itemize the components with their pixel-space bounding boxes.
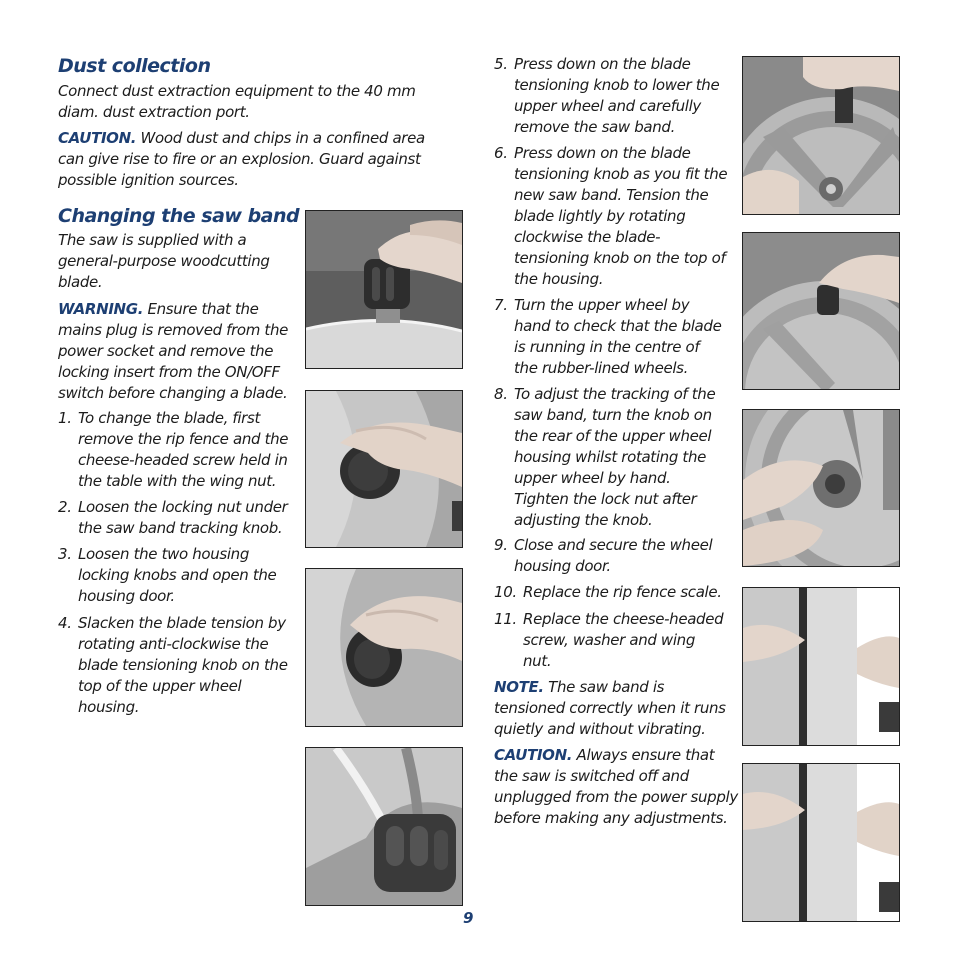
dust-collection-text: Connect dust extraction equipment to the 40 mm diam. dust extraction port.	[58, 82, 416, 121]
step-7: 7. Turn the upper wheel by hand to check that the blade is running in the centre of the rubber-lined wheels.	[494, 296, 722, 377]
step-11: 11. Replace the cheese-headed screw, washer and wing nut.	[494, 610, 724, 670]
warning-text: WARNING. Ensure that the mains plug is removed from the power socket and remove the locking insert from the ON/OFF switch before changing a blade.	[58, 300, 288, 402]
note-label: NOTE.	[494, 678, 544, 696]
photo-tracking-adjust	[742, 409, 900, 567]
photo-turn-wheel-2	[742, 763, 900, 922]
step-5: 5. Press down on the blade tensioning knob to lower the upper wheel and carefully remove the saw band.	[494, 55, 720, 136]
photo-housing-knob-hand	[305, 568, 463, 727]
caution-text: CAUTION. Always ensure that the saw is switched off and unplugged from the power supply before making any adjustments.	[494, 746, 738, 827]
photo-turn-wheel-1	[742, 587, 900, 746]
dust-caution-text: CAUTION. Wood dust and chips in a confined area can give rise to fire or an explosion. Guard against possible ignition sources.	[58, 129, 425, 189]
photo-tracking-knob-hand	[305, 390, 463, 548]
step-10: 10. Replace the rip fence scale.	[494, 583, 722, 601]
caution2-label: CAUTION.	[494, 746, 573, 764]
step-3: 3. Loosen the two housing locking knobs and open the housing door.	[58, 545, 277, 605]
photo-press-tension-knob	[742, 56, 900, 215]
step-8: 8. To adjust the tracking of the saw band, turn the knob on the rear of the upper wheel housing whilst rotating the upper wheel by hand. Tighten the lock nut after adjusting the knob.	[494, 385, 716, 529]
changing-intro-text: The saw is supplied with a general-purpose woodcutting blade.	[58, 231, 270, 291]
note-text: NOTE. The saw band is tensioned correctly when it runs quietly and without vibrating.	[494, 678, 726, 738]
step-9: 9. Close and secure the wheel housing door.	[494, 536, 713, 575]
photo-tensioning-knob-hand	[305, 210, 463, 369]
caution-label: CAUTION.	[58, 129, 137, 147]
step-6: 6. Press down on the blade tensioning knob as you fit the new saw band. Tension the blade lightly by rotating clockwise the blade-tensioning knob on the top of the housing.	[494, 144, 728, 288]
photo-tension-blade	[742, 232, 900, 390]
page-number: 9	[463, 909, 474, 927]
dust-collection-heading: Dust collection	[58, 55, 211, 77]
step-1: 1. To change the blade, first remove the rip fence and the cheese-headed screw held in the table with the wing nut.	[58, 409, 289, 490]
step-2: 2. Loosen the locking nut under the saw band tracking knob.	[58, 498, 288, 537]
step-4: 4. Slacken the blade tension by rotating anti-clockwise the blade tensioning knob on the top of the upper wheel housing.	[58, 614, 288, 716]
changing-saw-band-heading: Changing the saw band	[58, 205, 300, 227]
photo-wheel-housing-knob	[305, 747, 463, 906]
warning-label: WARNING.	[58, 300, 144, 318]
